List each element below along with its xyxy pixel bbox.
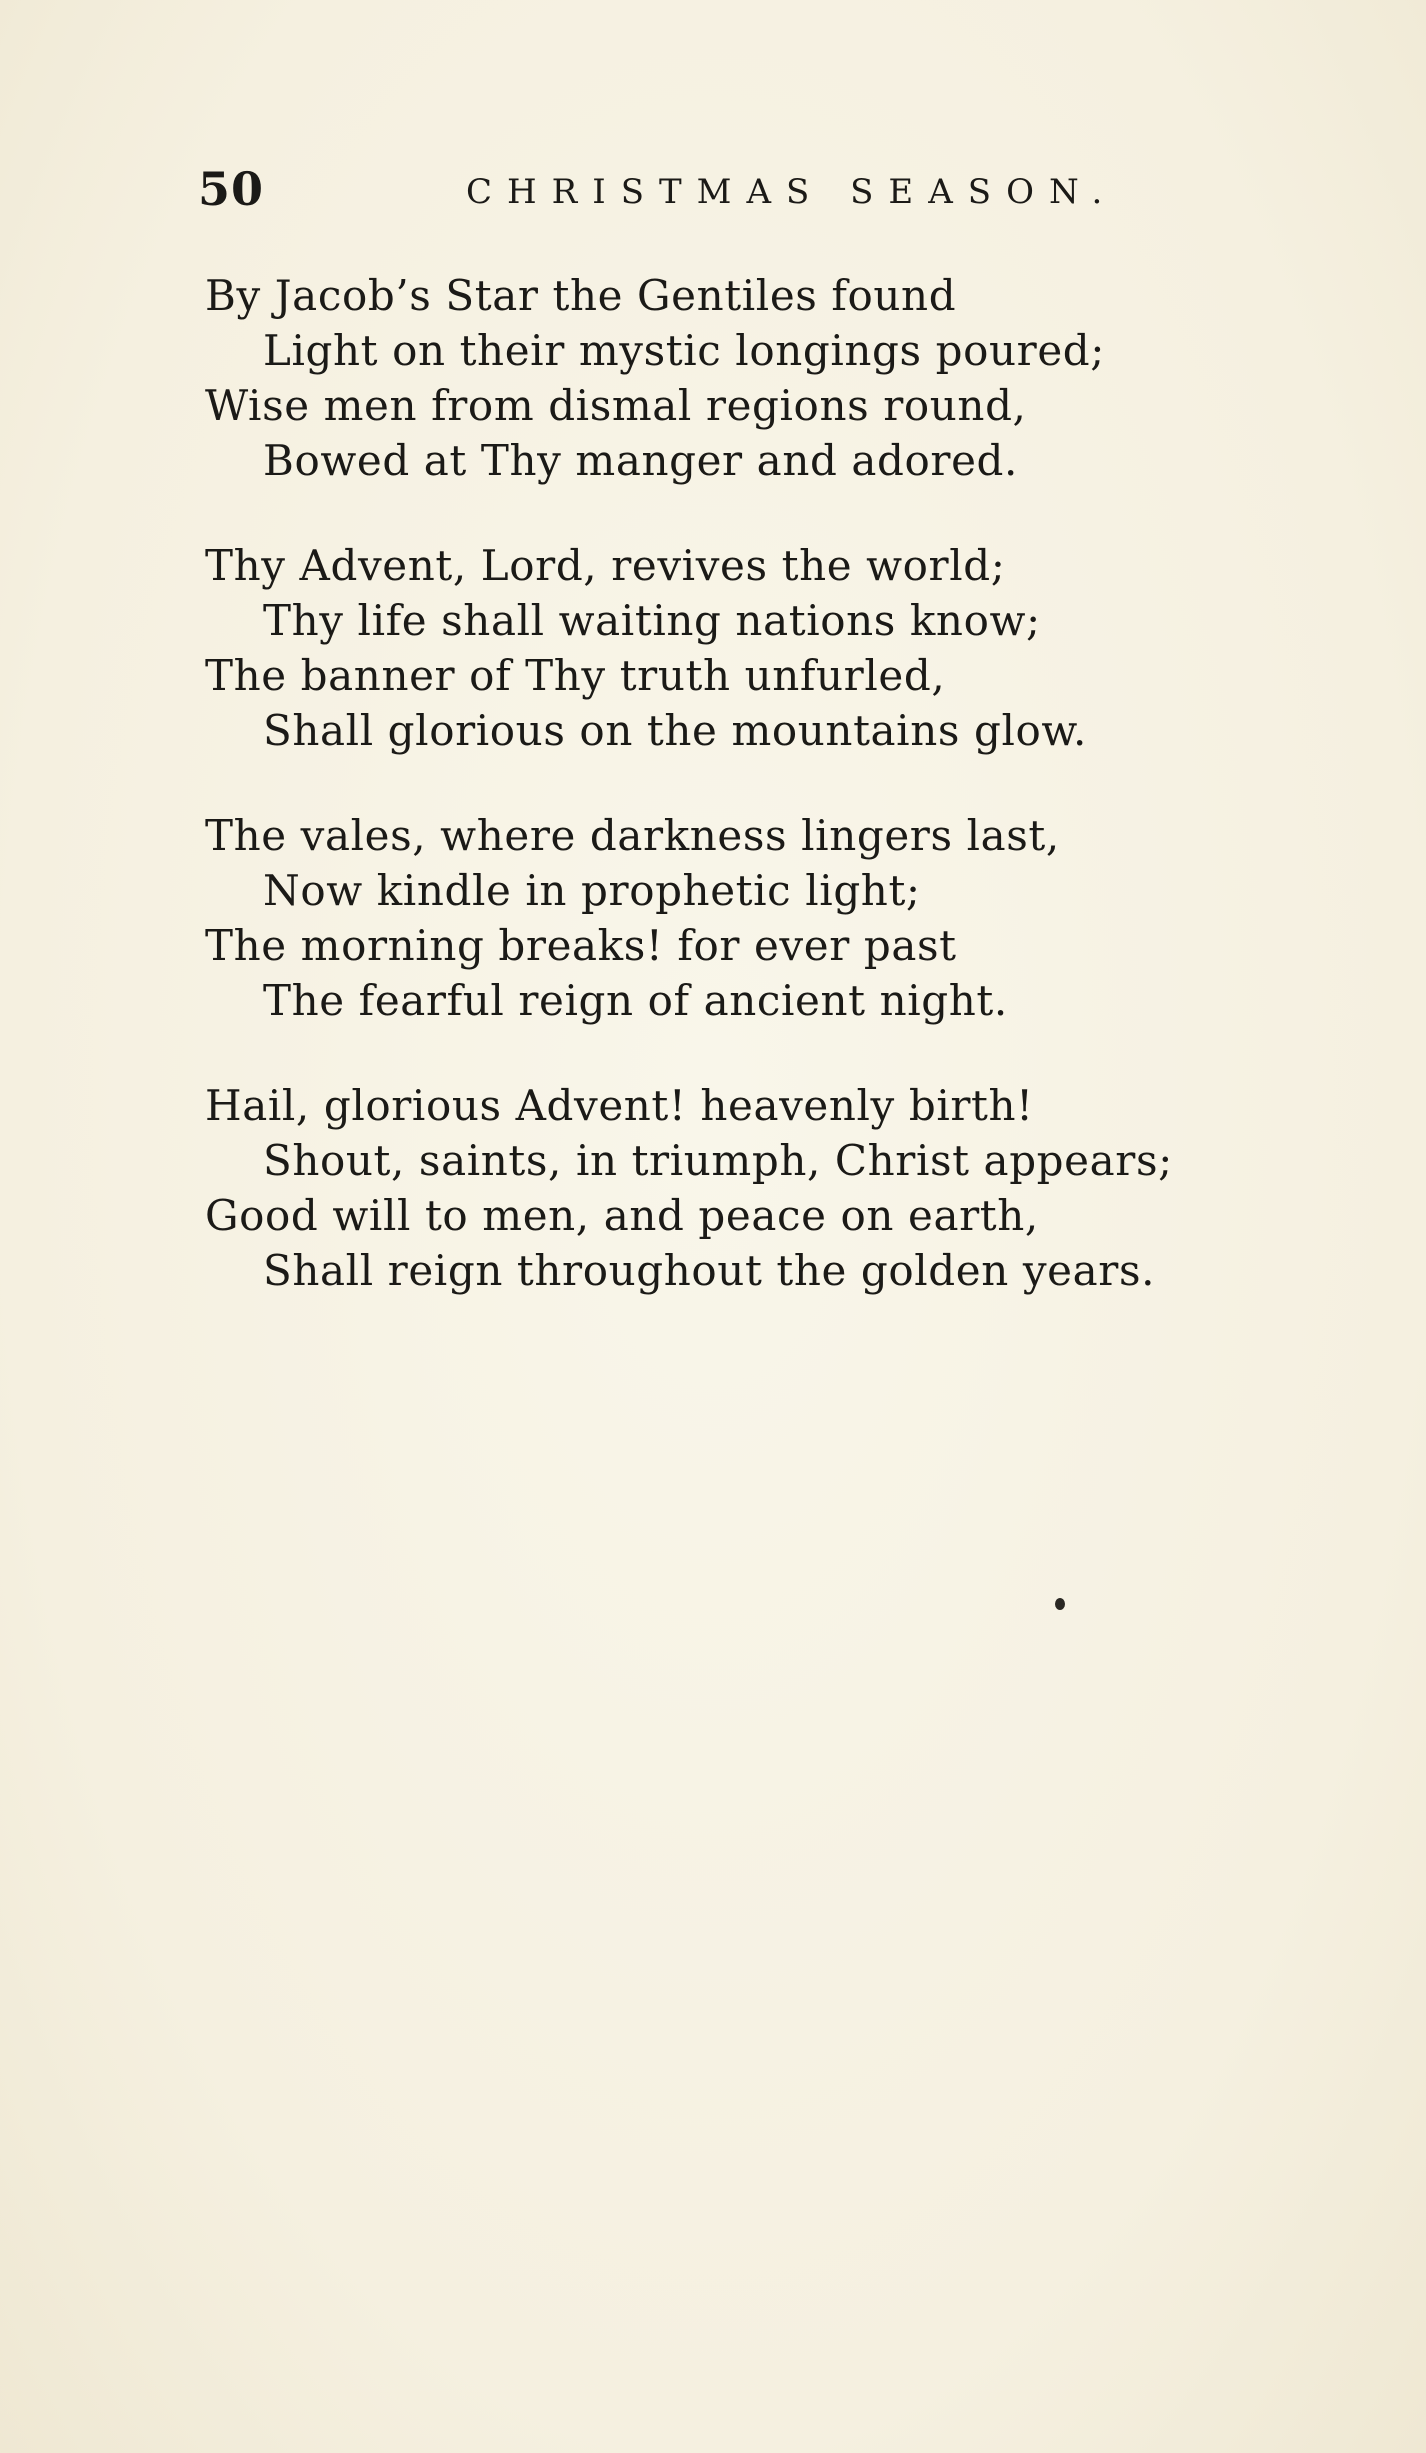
verse-line: Good will to men, and peace on earth, bbox=[205, 1191, 1039, 1240]
ink-speck bbox=[1055, 1598, 1065, 1610]
verse-line: Shall reign throughout the golden years. bbox=[263, 1246, 1156, 1295]
verse-line: The vales, where darkness lingers last, bbox=[205, 811, 1060, 860]
verse-line: The fearful reign of ancient night. bbox=[263, 976, 1008, 1025]
verse-line: By Jacob’s Star the Gentiles found bbox=[205, 271, 957, 320]
verse-line: Thy life shall waiting nations know; bbox=[263, 596, 1041, 645]
verse-line: Thy Advent, Lord, revives the world; bbox=[205, 541, 1006, 590]
verse-line: Hail, glorious Advent! heavenly birth! bbox=[205, 1081, 1034, 1130]
stanza-4 bbox=[205, 1078, 1325, 1298]
stanza-3 bbox=[205, 808, 1325, 1028]
running-head: CHRISTMAS SEASON. bbox=[466, 172, 1118, 212]
verse-line: Now kindle in prophetic light; bbox=[263, 866, 921, 915]
verse-line: Shout, saints, in triumph, Christ appears; bbox=[263, 1136, 1173, 1185]
stanza-2 bbox=[205, 538, 1325, 758]
page-number: 50 bbox=[198, 162, 265, 216]
stanza-1 bbox=[205, 268, 1325, 488]
verse-line: The morning breaks! for ever past bbox=[205, 921, 957, 970]
verse-line: Bowed at Thy manger and adored. bbox=[263, 436, 1018, 485]
verse-line: The banner of Thy truth unfurled, bbox=[205, 651, 946, 700]
verse-line: Shall glorious on the mountains glow. bbox=[263, 706, 1087, 755]
page-header bbox=[198, 162, 1158, 222]
verse-line: Light on their mystic longings poured; bbox=[263, 326, 1106, 375]
hymn-text bbox=[205, 268, 1325, 1298]
verse-line: Wise men from dismal regions round, bbox=[205, 381, 1027, 430]
